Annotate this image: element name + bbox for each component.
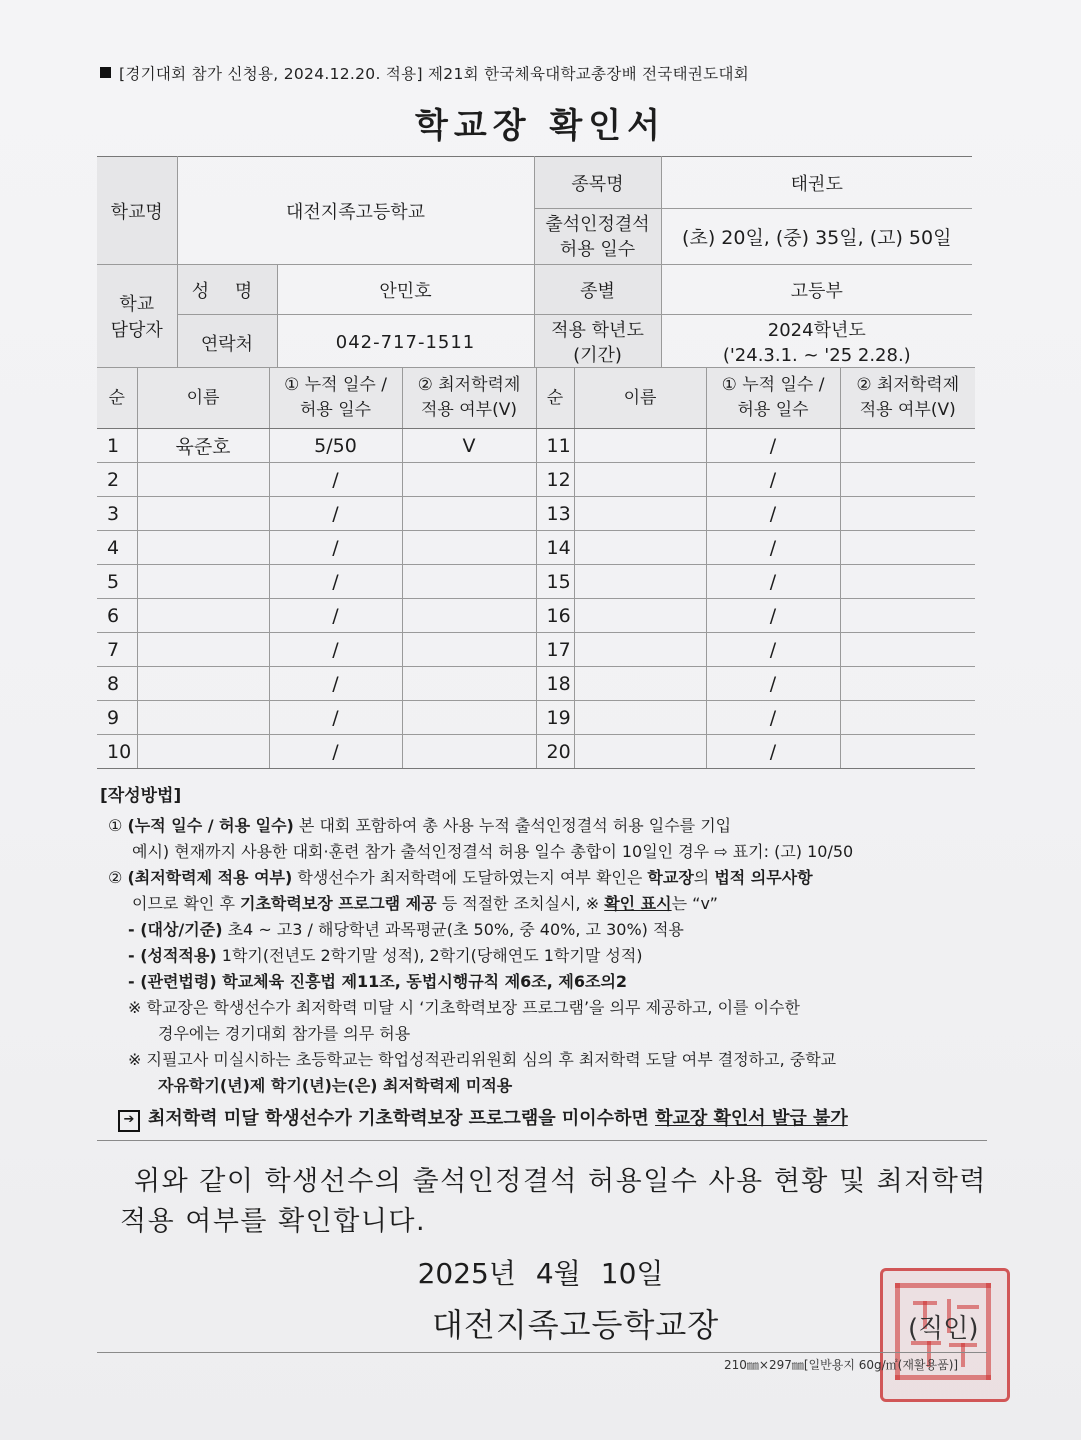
min-academic-flag [402, 497, 536, 531]
header-flag-line1: ② 최저학력제 [856, 375, 960, 395]
absence-days: / [706, 497, 840, 531]
student-name: 육준호 [137, 429, 269, 463]
absence-days: / [269, 463, 402, 497]
absence-days: / [269, 667, 402, 701]
student-name [574, 565, 706, 599]
roster-header-row [97, 368, 975, 429]
roster-row [97, 531, 975, 565]
sub2-text: 1학기(전년도 2학기말 성적), 2학기(당해연도 1학기말 성적) [216, 946, 643, 965]
contact-label: 연락처 [177, 315, 277, 371]
absence-days: / [706, 429, 840, 463]
item1-bold: (누적 일수 / 허용 일수) [127, 816, 294, 835]
row-number: 5 [97, 565, 137, 599]
year-value-line1: 2024학년도 [767, 319, 866, 341]
absence-days: / [269, 633, 402, 667]
form-header [100, 62, 749, 84]
row-number: 8 [97, 667, 137, 701]
seal-label: (직인) [908, 1314, 979, 1344]
divider-top [97, 1140, 987, 1141]
manager-name: 안민호 [277, 265, 534, 315]
student-name [137, 701, 269, 735]
sub3-text: 학교체육 진흥법 제11조, 동법시행규칙 제6조, 제6조의2 [216, 972, 628, 991]
header-name-right: 이름 [574, 368, 706, 429]
absence-value: (초) 20일, (중) 35일, (고) 50일 [661, 209, 972, 265]
header-days-line1: ① 누적 일수 / [721, 375, 825, 395]
min-academic-flag [402, 599, 536, 633]
sub1-text: 초4 ~ 고3 / 해당학년 과목평균(초 50%, 중 40%, 고 30%) 적용 [222, 920, 684, 939]
roster-row [97, 565, 975, 599]
date-month: 4월 [535, 1257, 581, 1290]
header-flag-right [840, 368, 975, 429]
contact-value: 042-717-1511 [277, 315, 534, 371]
student-name [574, 735, 706, 769]
item2-bold: (최저학력제 적용 여부) [127, 868, 293, 887]
student-name [574, 701, 706, 735]
notice-line [118, 1104, 848, 1132]
item2-line2-b: 등 적절한 조치실시, ※ [436, 894, 605, 913]
min-academic-flag [840, 701, 975, 735]
document-title: 학교장 확인서 [415, 106, 666, 146]
item2-bold-b: 학교장 [647, 868, 694, 887]
absence-days: / [706, 531, 840, 565]
divider-bottom [97, 1352, 987, 1353]
instruction-item-1 [100, 813, 990, 839]
header-name-left: 이름 [137, 368, 269, 429]
absence-days: / [269, 497, 402, 531]
header-days-line2: 허용 일수 [737, 400, 809, 420]
arrow-box-icon: ➔ [118, 1110, 140, 1132]
note-2-line2: 자유학기(년)제 학기(년)는(은) 최저학력제 미적용 [158, 1076, 513, 1095]
student-name [574, 599, 706, 633]
min-academic-flag [402, 701, 536, 735]
header-text: [경기대회 참가 신청용, 2024.12.20. 적용] 제21회 한국체육대학교총장배 전국태권도대회 [119, 65, 749, 83]
min-academic-flag [840, 429, 975, 463]
min-academic-flag [402, 667, 536, 701]
item2-line2-bold2: 확인 표시 [604, 894, 672, 913]
header-flag-left [402, 368, 536, 429]
min-academic-flag [840, 565, 975, 599]
student-name [574, 497, 706, 531]
header-flag-line2: 적용 여부(V) [859, 400, 956, 420]
row-number: 12 [536, 463, 574, 497]
item1-mark: ① [108, 816, 123, 835]
header-no-left: 순 [97, 368, 137, 429]
min-academic-flag [402, 565, 536, 599]
student-name [137, 463, 269, 497]
item2-line2-c: 는 “v” [671, 894, 718, 913]
header-flag-line1: ② 최저학력제 [417, 375, 521, 395]
year-value [661, 315, 972, 371]
sub2-bold: - (성적적용) [128, 946, 217, 965]
header-days-left [269, 368, 402, 429]
roster-row [97, 429, 975, 463]
absence-days: / [706, 463, 840, 497]
division-label: 종별 [534, 265, 661, 315]
name-label: 성 명 [177, 265, 277, 315]
sub3-bold: - (관련법령) [128, 972, 217, 991]
manager-label [97, 265, 177, 371]
item2-text-a: 학생선수가 최저학력에 도달하였는지 여부 확인은 [292, 868, 648, 887]
instruction-item-2 [100, 865, 990, 891]
student-name [137, 599, 269, 633]
row-number: 9 [97, 701, 137, 735]
min-academic-flag [840, 463, 975, 497]
row-number: 18 [536, 667, 574, 701]
row-number: 2 [97, 463, 137, 497]
student-name [137, 735, 269, 769]
absence-label [534, 209, 661, 265]
student-name [137, 497, 269, 531]
student-name [137, 633, 269, 667]
absence-label-line1: 출석인정결석 [545, 213, 650, 235]
min-academic-flag: V [402, 429, 536, 463]
instructions [100, 783, 990, 1099]
confirm-line1: 위와 같이 학생선수의 출석인정결석 허용일수 사용 현황 및 최저학력 [134, 1166, 987, 1197]
manager-label-line1: 학교 [119, 293, 155, 315]
absence-days: 5/50 [269, 429, 402, 463]
sub-laws [100, 969, 990, 995]
student-name [574, 633, 706, 667]
min-academic-flag [840, 497, 975, 531]
header-days-line1: ① 누적 일수 / [284, 375, 387, 395]
row-number: 14 [536, 531, 574, 565]
absence-days: / [269, 735, 402, 769]
absence-days: / [269, 701, 402, 735]
sub1-bold: - (대상/기준) [128, 920, 223, 939]
confirm-line2: 적용 여부를 확인합니다. [120, 1206, 427, 1237]
header-days-line2: 허용 일수 [299, 400, 372, 420]
school-value: 대전지족고등학교 [177, 157, 534, 265]
square-bullet-icon [100, 67, 111, 78]
note-1-line1: ※ 학교장은 학생선수가 최저학력 미달 시 ‘기초학력보장 프로그램’을 의무 제공하고, 이를 이수한 [128, 998, 800, 1017]
item2-text-c: 의 [693, 868, 715, 887]
roster-body [97, 429, 975, 769]
student-name [137, 531, 269, 565]
note-1-line2: 경우에는 경기대회 참가를 의무 허용 [158, 1024, 411, 1043]
row-number: 1 [97, 429, 137, 463]
header-flag-line2: 적용 여부(V) [421, 400, 517, 420]
sub-grades [100, 943, 990, 969]
absence-days: / [706, 701, 840, 735]
item2-line2 [100, 891, 990, 917]
year-value-line2: ('24.3.1. ~ '25 2.28.) [722, 344, 911, 366]
item2-bold-d: 법적 의무사항 [714, 868, 813, 887]
absence-days: / [269, 565, 402, 599]
absence-days: / [706, 735, 840, 769]
sub-target [100, 917, 990, 943]
roster-row [97, 735, 975, 769]
row-number: 3 [97, 497, 137, 531]
absence-label-line2: 허용 일수 [559, 238, 636, 260]
absence-days: / [269, 599, 402, 633]
absence-days: / [706, 565, 840, 599]
note-2-line1: ※ 지필고사 미실시하는 초등학교는 학업성적관리위원회 심의 후 최저학력 도달 여부 결정하고, 중학교 [128, 1050, 837, 1069]
item2-line2-a: 이므로 확인 후 [132, 894, 240, 913]
item2-mark: ② [108, 868, 123, 887]
notice-text: 최저학력 미달 학생선수가 기초학력보장 프로그램을 미이수하면 [148, 1108, 656, 1129]
min-academic-flag [840, 633, 975, 667]
roster-row [97, 599, 975, 633]
manager-label-line2: 담당자 [110, 319, 163, 341]
sport-value: 태권도 [661, 157, 972, 209]
student-name [574, 667, 706, 701]
row-number: 16 [536, 599, 574, 633]
min-academic-flag [402, 633, 536, 667]
absence-days: / [706, 633, 840, 667]
row-number: 17 [536, 633, 574, 667]
date-day: 10일 [600, 1257, 664, 1290]
row-number: 10 [97, 735, 137, 769]
row-number: 11 [536, 429, 574, 463]
notice-underlined: 학교장 확인서 발급 불가 [655, 1108, 848, 1129]
header-days-right [706, 368, 840, 429]
absence-days: / [269, 531, 402, 565]
student-name [137, 667, 269, 701]
roster-row [97, 633, 975, 667]
item1-example: 예시) 현재까지 사용한 대회·훈련 참가 출석인정결석 허용 일수 총합이 10일인 경우 ⇨ 표기: (고) 10/50 [132, 842, 854, 861]
student-name [574, 463, 706, 497]
row-number: 15 [536, 565, 574, 599]
min-academic-flag [840, 735, 975, 769]
sport-label: 종목명 [534, 157, 661, 209]
absence-days: / [706, 667, 840, 701]
principal-signature-line: 대전지족고등학교장 [432, 1306, 720, 1344]
min-academic-flag [402, 531, 536, 565]
student-roster-table [97, 367, 975, 769]
roster-row [97, 701, 975, 735]
row-number: 20 [536, 735, 574, 769]
row-number: 4 [97, 531, 137, 565]
year-label [534, 315, 661, 371]
roster-row [97, 463, 975, 497]
min-academic-flag [840, 599, 975, 633]
confirmation-statement [120, 1162, 990, 1242]
roster-row [97, 497, 975, 531]
row-number: 19 [536, 701, 574, 735]
date-year: 2025년 [417, 1257, 516, 1290]
row-number: 6 [97, 599, 137, 633]
item1-text: 본 대회 포함하여 총 사용 누적 출석인정결석 허용 일수를 기입 [293, 816, 732, 835]
student-name [574, 531, 706, 565]
instructions-title: [작성방법] [100, 786, 182, 806]
school-label: 학교명 [97, 157, 177, 265]
year-label-line2: (기간) [573, 344, 622, 366]
student-name [137, 565, 269, 599]
paper-spec-footnote: 210㎜×297㎜[일반용지 60g/㎡(재활용품)] [724, 1358, 959, 1372]
year-label-line1: 적용 학년도 [551, 319, 644, 341]
row-number: 7 [97, 633, 137, 667]
min-academic-flag [840, 531, 975, 565]
absence-days: / [706, 599, 840, 633]
header-no-right: 순 [536, 368, 574, 429]
roster-row [97, 667, 975, 701]
min-academic-flag [402, 735, 536, 769]
min-academic-flag [402, 463, 536, 497]
item2-line2-bold: 기초학력보장 프로그램 제공 [240, 894, 437, 913]
division-value: 고등부 [661, 265, 972, 315]
row-number: 13 [536, 497, 574, 531]
student-name [574, 429, 706, 463]
min-academic-flag [840, 667, 975, 701]
school-info-table [97, 156, 972, 371]
